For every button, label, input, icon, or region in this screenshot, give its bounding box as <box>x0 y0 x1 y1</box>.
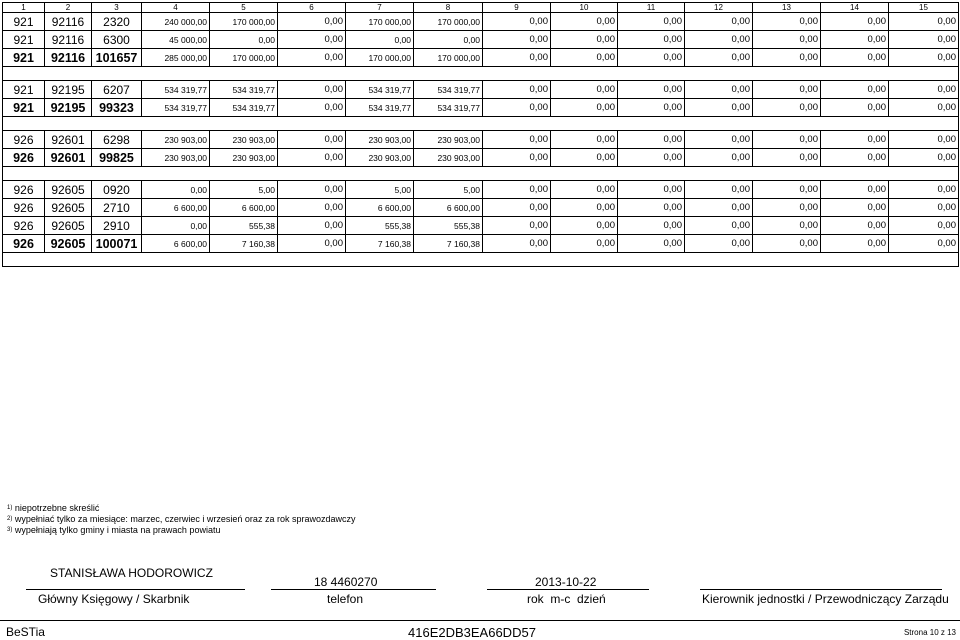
table-cell: 0,00 <box>821 49 889 67</box>
table-cell: 0,00 <box>889 149 959 167</box>
table-cell: 0,00 <box>142 217 210 235</box>
table-cell: 0,00 <box>278 13 346 31</box>
table-row-total <box>3 235 959 253</box>
table-cell: 230 903,00 <box>210 131 278 149</box>
table-cell: 0,00 <box>753 49 821 67</box>
table-cell: 2710 <box>92 199 142 217</box>
table-cell: 0,00 <box>551 149 618 167</box>
table-cell: 230 903,00 <box>346 131 414 149</box>
table-cell: 230 903,00 <box>414 149 483 167</box>
table-cell: 0,00 <box>618 13 685 31</box>
table-cell: 921 <box>3 13 45 31</box>
table-cell: 534 319,77 <box>346 99 414 117</box>
table-cell: 0,00 <box>551 217 618 235</box>
table-cell: 0,00 <box>551 235 618 253</box>
table-cell: 240 000,00 <box>142 13 210 31</box>
table-row <box>3 131 959 149</box>
table-cell: 2910 <box>92 217 142 235</box>
table-cell: 0,00 <box>685 49 753 67</box>
table-cell: 0,00 <box>753 199 821 217</box>
table-cell: 6 600,00 <box>142 235 210 253</box>
footnote-3: $^{3)}$ wypełniają tylko gminy i miasta na prawach powiatu <box>7 525 221 535</box>
label-date: rok m-c dzień <box>527 592 606 606</box>
table-cell: 0,00 <box>821 81 889 99</box>
date-value: 2013-10-22 <box>535 575 597 589</box>
table-cell: 0,00 <box>551 199 618 217</box>
table-cell: 230 903,00 <box>142 149 210 167</box>
table-cell: 0,00 <box>821 99 889 117</box>
table-cell: 92116 <box>45 49 92 67</box>
table-cell: 0,00 <box>483 81 551 99</box>
column-header: 7 <box>346 3 414 13</box>
table-cell: 0,00 <box>753 217 821 235</box>
table-row <box>3 31 959 49</box>
table-cell: 0,00 <box>278 181 346 199</box>
table-cell: 921 <box>3 31 45 49</box>
footnote-1: $^{1)}$ niepotrzebne skreślić <box>7 503 100 513</box>
table-cell: 0,00 <box>821 199 889 217</box>
table-cell: 230 903,00 <box>414 131 483 149</box>
table-cell: 0,00 <box>821 149 889 167</box>
table-cell: 0,00 <box>346 31 414 49</box>
table-row <box>3 81 959 99</box>
table-cell: 0,00 <box>685 149 753 167</box>
table-cell: 926 <box>3 235 45 253</box>
table-cell: 5,00 <box>346 181 414 199</box>
column-header: 15 <box>889 3 959 13</box>
table-cell: 0,00 <box>142 181 210 199</box>
report-table <box>2 2 959 267</box>
table-cell: 6298 <box>92 131 142 149</box>
table-cell: 534 319,77 <box>142 81 210 99</box>
table-cell: 0,00 <box>483 31 551 49</box>
footnotes <box>7 503 355 536</box>
table-cell: 926 <box>3 199 45 217</box>
table-cell: 0,00 <box>821 31 889 49</box>
table-cell: 534 319,77 <box>414 81 483 99</box>
group-separator <box>3 167 959 181</box>
column-header: 11 <box>618 3 685 13</box>
footer-divider <box>0 620 960 621</box>
table-cell: 0,00 <box>889 99 959 117</box>
table-cell: 6207 <box>92 81 142 99</box>
table-cell: 0,00 <box>210 31 278 49</box>
column-header: 14 <box>821 3 889 13</box>
table-cell: 534 319,77 <box>210 99 278 117</box>
table-cell: 0,00 <box>618 235 685 253</box>
table-cell: 0,00 <box>685 199 753 217</box>
table-cell: 0,00 <box>685 217 753 235</box>
table-cell: 534 319,77 <box>142 99 210 117</box>
table-row <box>3 181 959 199</box>
footer-code: 416E2DB3EA66DD57 <box>408 625 536 640</box>
table-cell: 0,00 <box>551 13 618 31</box>
table-cell: 99825 <box>92 149 142 167</box>
table-cell: 0,00 <box>483 149 551 167</box>
table-cell: 230 903,00 <box>210 149 278 167</box>
table-cell: 170 000,00 <box>210 49 278 67</box>
table-cell: 0,00 <box>278 149 346 167</box>
table-cell: 99323 <box>92 99 142 117</box>
table-row-total <box>3 49 959 67</box>
table-cell: 921 <box>3 99 45 117</box>
table-cell: 2320 <box>92 13 142 31</box>
label-head: Kierownik jednostki / Przewodniczący Zarządu <box>702 592 949 606</box>
table-cell: 0,00 <box>483 99 551 117</box>
table-row-total <box>3 149 959 167</box>
table-cell: 6300 <box>92 31 142 49</box>
table-cell: 92601 <box>45 131 92 149</box>
group-separator <box>3 117 959 131</box>
table-cell: 7 160,38 <box>414 235 483 253</box>
footer-page: Strona 10 z 13 <box>903 628 956 637</box>
table-row <box>3 199 959 217</box>
table-cell: 0,00 <box>483 131 551 149</box>
table-cell: 0,00 <box>483 13 551 31</box>
table-cell: 170 000,00 <box>414 13 483 31</box>
table-cell: 0,00 <box>414 31 483 49</box>
column-header: 1 <box>3 3 45 13</box>
table-cell: 0,00 <box>278 199 346 217</box>
column-header: 10 <box>551 3 618 13</box>
table-cell: 7 160,38 <box>210 235 278 253</box>
table-cell: 0,00 <box>618 217 685 235</box>
table-cell: 0,00 <box>618 49 685 67</box>
group-separator <box>3 67 959 81</box>
column-header: 5 <box>210 3 278 13</box>
table-cell: 0,00 <box>821 235 889 253</box>
table-cell: 5,00 <box>414 181 483 199</box>
column-header: 4 <box>142 3 210 13</box>
table-cell: 0,00 <box>821 181 889 199</box>
table-cell: 0,00 <box>483 217 551 235</box>
table-cell: 0,00 <box>685 31 753 49</box>
table-cell: 170 000,00 <box>210 13 278 31</box>
table-row <box>3 217 959 235</box>
column-header: 9 <box>483 3 551 13</box>
table-cell: 101657 <box>92 49 142 67</box>
signature-line-phone <box>271 589 436 590</box>
table-cell: 0,00 <box>618 149 685 167</box>
table-cell: 0,00 <box>278 31 346 49</box>
table-cell: 6 600,00 <box>414 199 483 217</box>
label-accountant: Główny Księgowy / Skarbnik <box>38 592 190 606</box>
table-cell: 100071 <box>92 235 142 253</box>
table-cell: 0,00 <box>753 131 821 149</box>
table-cell: 0,00 <box>889 199 959 217</box>
table-cell: 0,00 <box>278 235 346 253</box>
table-cell: 921 <box>3 49 45 67</box>
header-row <box>3 3 959 13</box>
footer-system: BeSTia <box>6 625 45 639</box>
table-cell: 0,00 <box>618 99 685 117</box>
phone-value: 18 4460270 <box>314 575 378 589</box>
table-cell: 0,00 <box>889 235 959 253</box>
table-cell: 534 319,77 <box>210 81 278 99</box>
table-cell: 0,00 <box>483 181 551 199</box>
table-cell: 0,00 <box>483 199 551 217</box>
signature-line-head <box>700 589 942 590</box>
table-cell: 92601 <box>45 149 92 167</box>
table-cell: 92116 <box>45 31 92 49</box>
table-cell: 170 000,00 <box>414 49 483 67</box>
table-cell: 0,00 <box>551 181 618 199</box>
table-cell: 0,00 <box>278 217 346 235</box>
table-cell: 92605 <box>45 181 92 199</box>
table-cell: 0,00 <box>753 81 821 99</box>
table-cell: 0,00 <box>618 31 685 49</box>
table-cell: 0,00 <box>551 99 618 117</box>
table-cell: 0920 <box>92 181 142 199</box>
table-cell: 92605 <box>45 199 92 217</box>
table-cell: 6 600,00 <box>210 199 278 217</box>
table-cell: 92116 <box>45 13 92 31</box>
table-cell: 6 600,00 <box>346 199 414 217</box>
table-cell: 0,00 <box>889 49 959 67</box>
column-header: 2 <box>45 3 92 13</box>
table-cell: 926 <box>3 149 45 167</box>
table-cell: 0,00 <box>753 149 821 167</box>
label-phone: telefon <box>327 592 364 606</box>
table-cell: 0,00 <box>889 217 959 235</box>
table-cell: 0,00 <box>551 131 618 149</box>
column-header: 8 <box>414 3 483 13</box>
table-cell: 0,00 <box>618 131 685 149</box>
table-cell: 0,00 <box>685 235 753 253</box>
group-separator <box>3 253 959 267</box>
column-header: 12 <box>685 3 753 13</box>
table-cell: 0,00 <box>753 31 821 49</box>
table-cell: 0,00 <box>551 49 618 67</box>
column-header: 13 <box>753 3 821 13</box>
table-cell: 0,00 <box>483 235 551 253</box>
table-cell: 0,00 <box>753 99 821 117</box>
table-row <box>3 13 959 31</box>
column-header: 3 <box>92 3 142 13</box>
table-cell: 0,00 <box>889 81 959 99</box>
table-cell: 230 903,00 <box>346 149 414 167</box>
table-cell: 285 000,00 <box>142 49 210 67</box>
table-cell: 0,00 <box>889 31 959 49</box>
table-cell: 0,00 <box>821 13 889 31</box>
footnote-2: $^{2)}$ wypełniać tylko za miesiące: marzec, czerwiec i wrzesień oraz za rok sprawozdawczy <box>7 514 356 524</box>
table-cell: 0,00 <box>685 181 753 199</box>
table-cell: 534 319,77 <box>414 99 483 117</box>
table-cell: 0,00 <box>551 81 618 99</box>
table-cell: 0,00 <box>278 49 346 67</box>
table-cell: 230 903,00 <box>142 131 210 149</box>
table-cell: 926 <box>3 181 45 199</box>
table-cell: 926 <box>3 131 45 149</box>
table-body <box>3 3 959 267</box>
table-cell: 0,00 <box>821 217 889 235</box>
table-cell: 0,00 <box>618 81 685 99</box>
table-cell: 7 160,38 <box>346 235 414 253</box>
table-cell: 0,00 <box>821 131 889 149</box>
column-header: 6 <box>278 3 346 13</box>
signature-line-date <box>487 589 649 590</box>
table-cell: 92605 <box>45 235 92 253</box>
table-cell: 0,00 <box>685 131 753 149</box>
table-cell: 0,00 <box>685 13 753 31</box>
table-cell: 45 000,00 <box>142 31 210 49</box>
table-cell: 0,00 <box>753 181 821 199</box>
table-cell: 5,00 <box>210 181 278 199</box>
signature-line-accountant <box>26 589 245 590</box>
table-cell: 92195 <box>45 99 92 117</box>
table-cell: 555,38 <box>346 217 414 235</box>
table-cell: 0,00 <box>278 81 346 99</box>
table-cell: 555,38 <box>210 217 278 235</box>
table-cell: 0,00 <box>618 181 685 199</box>
table-cell: 0,00 <box>753 235 821 253</box>
table-cell: 92195 <box>45 81 92 99</box>
table-cell: 534 319,77 <box>346 81 414 99</box>
table-cell: 0,00 <box>278 131 346 149</box>
table-cell: 0,00 <box>618 199 685 217</box>
table-cell: 0,00 <box>685 81 753 99</box>
table-cell: 921 <box>3 81 45 99</box>
table-cell: 92605 <box>45 217 92 235</box>
table-cell: 0,00 <box>483 49 551 67</box>
table-cell: 555,38 <box>414 217 483 235</box>
accountant-name: STANISŁAWA HODOROWICZ <box>50 566 213 580</box>
table-row-total <box>3 99 959 117</box>
table-cell: 0,00 <box>685 99 753 117</box>
table-cell: 170 000,00 <box>346 49 414 67</box>
table-cell: 0,00 <box>889 131 959 149</box>
table-cell: 0,00 <box>278 99 346 117</box>
table-cell: 0,00 <box>753 13 821 31</box>
table-cell: 0,00 <box>889 181 959 199</box>
table-cell: 0,00 <box>551 31 618 49</box>
table-cell: 6 600,00 <box>142 199 210 217</box>
table-cell: 0,00 <box>889 13 959 31</box>
table-cell: 170 000,00 <box>346 13 414 31</box>
table-cell: 926 <box>3 217 45 235</box>
